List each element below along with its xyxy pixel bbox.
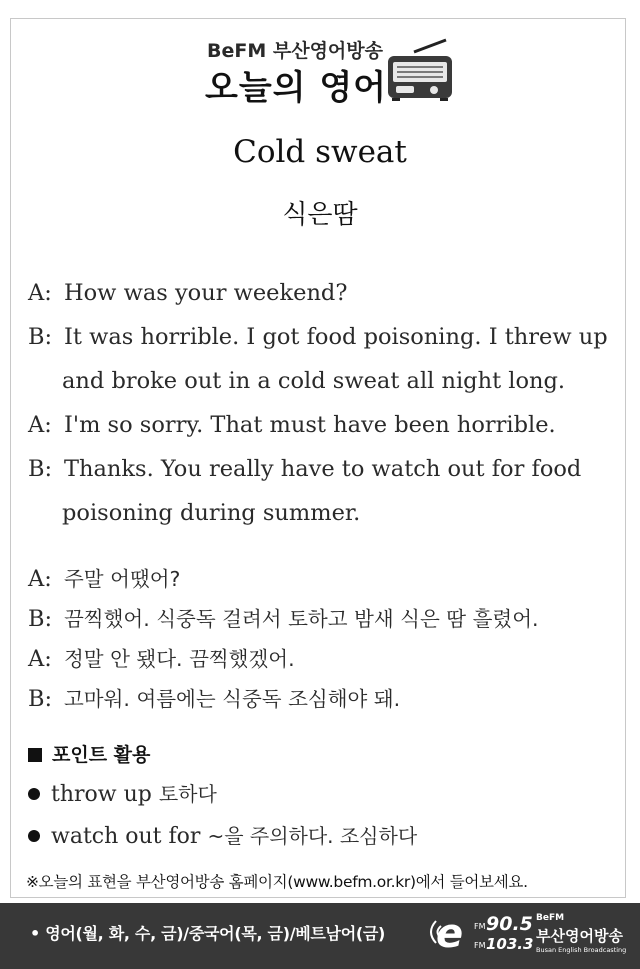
dialogue-ko-line bbox=[28, 562, 180, 592]
dialogue-text: How was your weekend? bbox=[64, 280, 348, 306]
dialogue-en-line bbox=[28, 324, 608, 350]
dialogue-en-line bbox=[28, 280, 347, 306]
point-heading-text: 포인트 활용 bbox=[52, 744, 151, 766]
speaker-label: B: bbox=[28, 686, 53, 712]
point-item bbox=[28, 820, 417, 849]
dialogue-en-line bbox=[28, 456, 581, 482]
logo-station-name: 부산영어방송 bbox=[536, 927, 623, 945]
dialogue-en-line bbox=[28, 412, 556, 438]
dialogue-text: 끔찍했어. 식중독 걸려서 토하고 밤새 식은 땀 흘렸어. bbox=[64, 607, 539, 631]
website-note: ※오늘의 표현을 부산영어방송 홈페이지(www.befm.or.kr)에서 들어보세요. bbox=[26, 873, 528, 891]
point-item-ko: 토하다 bbox=[158, 782, 217, 806]
brand-title: 오늘의 영어 bbox=[204, 68, 388, 108]
logo-fm-label: FM bbox=[474, 922, 486, 931]
point-section-heading bbox=[28, 740, 150, 767]
point-item-ko: ~을 주의하다. 조심하다 bbox=[207, 824, 418, 848]
logo-fm-label: FM bbox=[474, 941, 486, 950]
bullet-dot-icon bbox=[28, 830, 40, 842]
speaker-label: B: bbox=[28, 606, 53, 632]
logo-e-mark: e bbox=[436, 911, 464, 957]
expression-subtitle: 식은땀 bbox=[282, 200, 358, 230]
speaker-label: A: bbox=[28, 412, 52, 438]
dialogue-text: 주말 어땠어? bbox=[64, 567, 181, 591]
speaker-label: B: bbox=[28, 324, 53, 350]
dialogue-text: 고마워. 여름에는 식중독 조심해야 돼. bbox=[64, 687, 401, 711]
dialogue-ko-line bbox=[28, 682, 400, 712]
speaker-label: B: bbox=[28, 456, 53, 482]
footer-bar bbox=[0, 903, 640, 969]
dialogue-text: 정말 안 됐다. 끔찍했겠어. bbox=[64, 647, 295, 671]
dialogue-text: and broke out in a cold sweat all night long. bbox=[62, 368, 566, 394]
point-item bbox=[28, 778, 217, 807]
point-item-en: watch out for bbox=[51, 824, 201, 849]
logo-frequency-2: 103.3 bbox=[486, 935, 534, 953]
dialogue-ko-line bbox=[28, 602, 539, 632]
speaker-label: A: bbox=[28, 280, 52, 306]
speaker-label: A: bbox=[28, 566, 52, 592]
dialogue-text: I'm so sorry. That must have been horrible. bbox=[64, 412, 556, 438]
bullet-dot-icon bbox=[28, 788, 40, 800]
speaker-label: A: bbox=[28, 646, 52, 672]
radio-icon bbox=[384, 38, 456, 102]
dialogue-ko-line bbox=[28, 642, 295, 672]
befm-logo bbox=[422, 911, 632, 961]
logo-station-subtitle: Busan English Broadcasting bbox=[536, 946, 627, 954]
dialogue-text: poisoning during summer. bbox=[62, 500, 361, 526]
dialogue-en-line bbox=[62, 500, 360, 526]
expression-title: Cold sweat bbox=[233, 134, 407, 170]
dialogue-en-line bbox=[62, 368, 565, 394]
footer-schedule-text: • 영어(월, 화, 수, 금)/중국어(목, 금)/베트남어(금) bbox=[30, 924, 386, 943]
dialogue-text: It was horrible. I got food poisoning. I threw up bbox=[64, 324, 608, 350]
point-item-en: throw up bbox=[51, 782, 152, 807]
logo-frequency-1: 90.5 bbox=[486, 913, 533, 935]
square-bullet-icon bbox=[28, 748, 42, 762]
dialogue-text: Thanks. You really have to watch out for food bbox=[64, 456, 582, 482]
logo-befm: BeFM bbox=[536, 913, 565, 923]
brand-small: BeFM 부산영어방송 bbox=[207, 40, 383, 62]
